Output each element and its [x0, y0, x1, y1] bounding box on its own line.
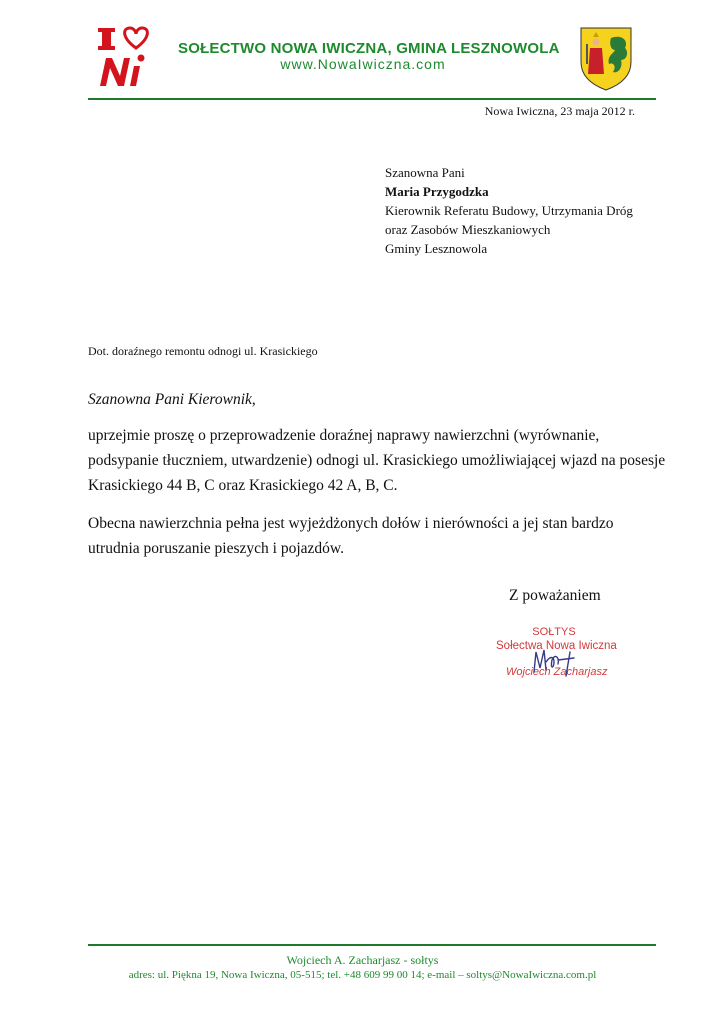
header-divider [88, 98, 656, 100]
i-love-ni-logo [96, 24, 158, 90]
official-stamp [490, 622, 630, 692]
letter-body [88, 423, 668, 574]
letter-date: Nowa Iwiczna, 23 maja 2012 r. [484, 104, 635, 118]
footer-divider [88, 944, 656, 946]
footer-address: adres: ul. Piękna 19, Nowa Iwiczna, 05-515; tel. +48 609 99 00 14; e-mail – soltys@NowaIwiczna.com.pl [128, 969, 597, 981]
closing-phrase: Z poważaniem [509, 587, 601, 604]
salutation [88, 391, 256, 409]
website-url[interactable]: www.NowaIwiczna.com [280, 56, 446, 72]
letter-subject: Dot. doraźnego remontu odnogi ul. Krasickiego [88, 344, 318, 358]
stamp-person: Wojciech Zacharjasz [506, 666, 608, 678]
stamp-organization: Sołectwa Nowa Iwiczna [496, 640, 617, 652]
recipient-title-line3: Gminy Lesznowola [385, 241, 488, 256]
handwritten-signature [530, 642, 580, 680]
recipient-title-line2: oraz Zasobów Mieszkaniowych [385, 222, 551, 237]
paragraph-request: uprzejmie proszę o przeprowadzenie doraźnej naprawy nawierzchni (wyrównanie, podsypanie tłuczniem, utwardzenie) odnogi ul. Krasickiego umożliwiającej wjazd na posesje Krasickiego 44 B, C oraz Krasickiego 42 A, B, C. [88, 427, 666, 494]
salutation-punctuation: , [251, 391, 256, 408]
recipient-address [385, 163, 633, 258]
letterhead [0, 0, 725, 102]
salutation-text: Szanowna Pani Kierownik [88, 391, 252, 408]
organization-name: SOŁECTWO NOWA IWICZNA, GMINA LESZNOWOLA [178, 40, 560, 57]
coat-of-arms-icon [577, 24, 635, 92]
stamp-title: SOŁTYS [532, 626, 576, 638]
recipient-title-line1: Kierownik Referatu Budowy, Utrzymania Dróg [385, 203, 633, 218]
recipient-greeting: Szanowna Pani [385, 165, 465, 180]
footer-name: Wojciech A. Zacharjasz - sołtys [286, 953, 439, 967]
paragraph-condition: Obecna nawierzchnia pełna jest wyjeżdżonych dołów i nierówności a jej stan bardzo utrudnia poruszanie pieszych i pojazdów. [88, 515, 614, 557]
recipient-name: Maria Przygodzka [385, 184, 489, 199]
